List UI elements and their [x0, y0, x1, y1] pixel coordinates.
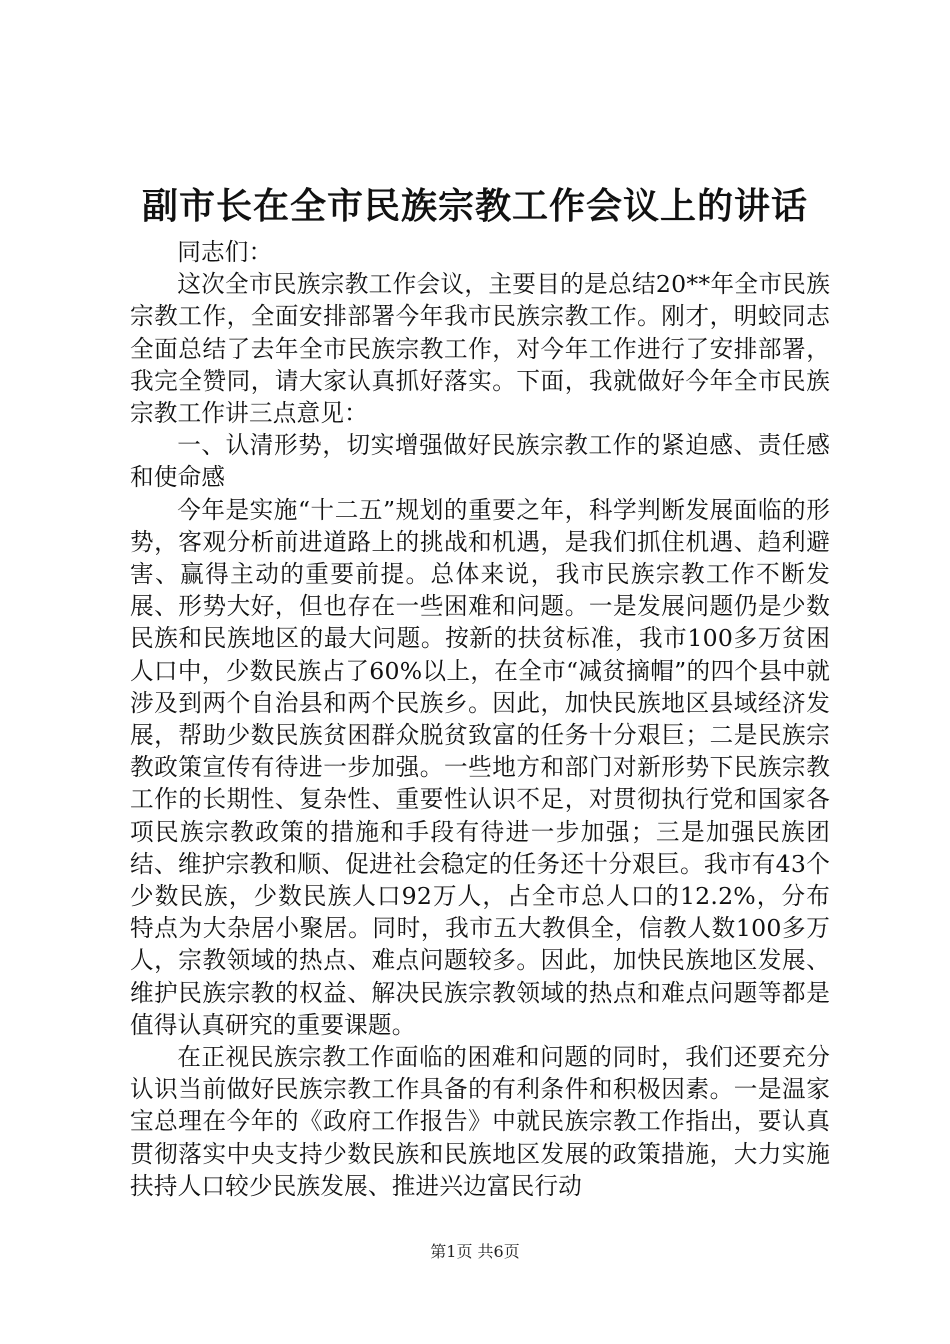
intro-paragraph: 这次全市民族宗教工作会议，主要目的是总结20**年全市民族宗教工作，全面安排部署今年我市民族宗教工作。刚才，明蛟同志全面总结了去年全市民族宗教工作，对今年工作进行了安排部署，我完全赞同，请大家认真抓好落实。下面，我就做好今年全市民族宗教工作讲三点意见： — [130, 270, 830, 428]
page-number-footer: 第1页 共6页 — [430, 1242, 520, 1261]
document-body — [130, 236, 830, 1202]
situation-paragraph: 今年是实施“十二五”规划的重要之年，科学判断发展面临的形势，客观分析前进道路上的挑战和机遇，是我们抓住机遇、趋利避害、赢得主动的重要前提。总体来说，我市民族宗教工作不断发展、形势大好，但也存在一些困难和问题。一是发展问题仍是少数民族和民族地区的最大问题。按新的扶贫标准，我市100多万贫困人口中，少数民族占了60%以上，在全市“减贫摘帽”的四个县中就涉及到两个自治县和两个民族乡。因此，加快民族地区县域经济发展，帮助少数民族贫困群众脱贫致富的任务十分艰巨；二是民族宗教政策宣传有待进一步加强。一些地方和部门对新形势下民族宗教工作的长期性、复杂性、重要性认识不足，对贯彻执行党和国家各项民族宗教政策的措施和手段有待进一步加强；三是加强民族团结、维护宗教和顺、促进社会稳定的任务还十分艰巨。我市有43个少数民族，少数民族人口92万人，占全市总人口的12.2%，分布特点为大杂居小聚居。同时，我市五大教俱全，信教人数100多万人，宗教领域的热点、难点问题较多。因此，加快民族地区发展、维护民族宗教的权益、解决民族宗教领域的热点和难点问题等都是值得认真研究的重要课题。 — [130, 495, 830, 1039]
conditions-paragraph: 在正视民族宗教工作面临的困难和问题的同时，我们还要充分认识当前做好民族宗教工作具备的有利条件和积极因素。一是温家宝总理在今年的《政府工作报告》中就民族宗教工作指出，要认真贯彻落实中央支持少数民族和民族地区发展的政策措施，大力实施扶持人口较少民族发展、推进兴边富民行动 — [130, 1043, 830, 1200]
salutation-paragraph: 同志们： — [177, 238, 273, 266]
document-title: 副市长在全市民族宗教工作会议上的讲话 — [141, 185, 808, 227]
section-heading-paragraph: 一、认清形势，切实增强做好民族宗教工作的紧迫感、责任感和使命感 — [130, 431, 830, 492]
